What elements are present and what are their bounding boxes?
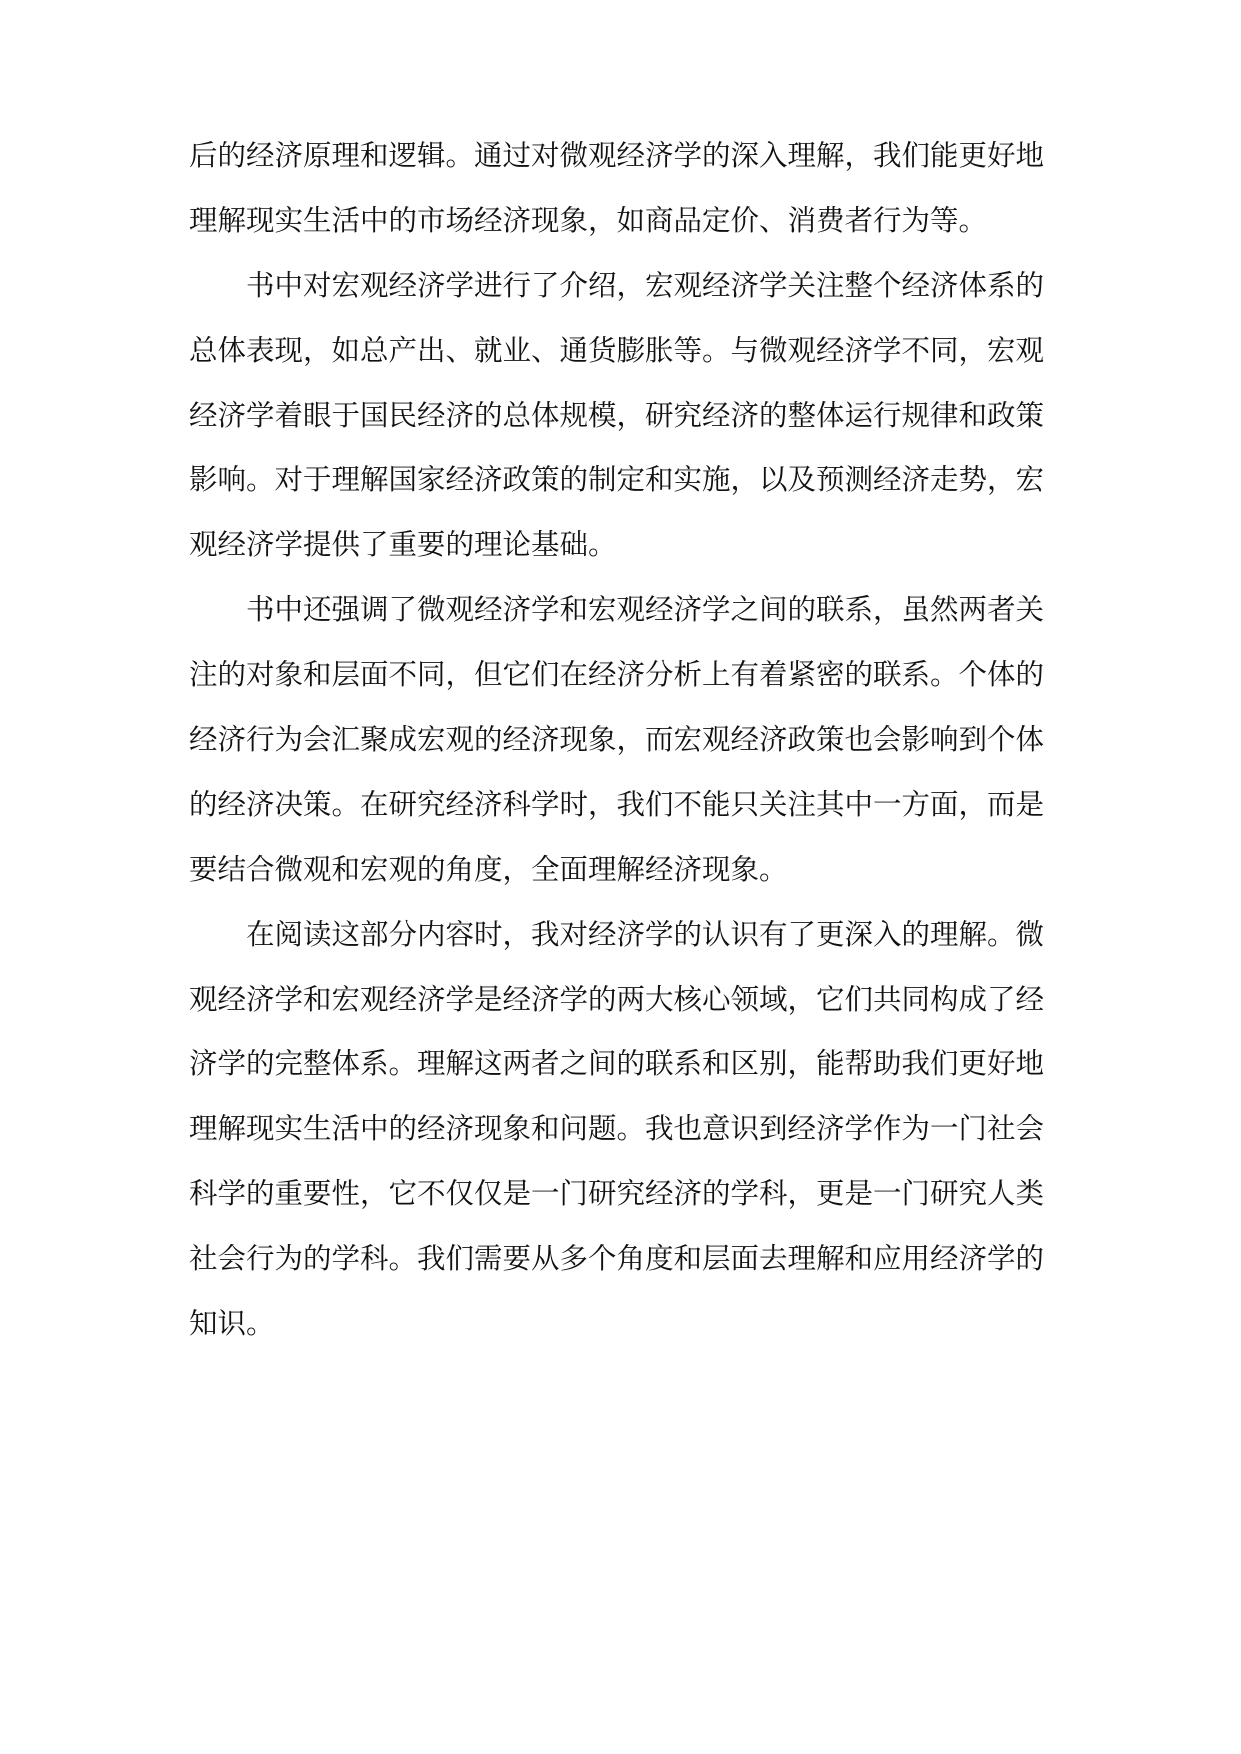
text-line: 科学的重要性，它不仅仅是一门研究经济的学科，更是一门研究人类	[189, 1177, 1045, 1211]
text-line: 观经济学和宏观经济学是经济学的两大核心领域，它们共同构成了经	[189, 982, 1045, 1016]
text-line: 经济行为会汇聚成宏观的经济现象，而宏观经济政策也会影响到个体	[189, 723, 1045, 757]
text-line: 要结合微观和宏观的角度，全面理解经济现象。	[189, 852, 788, 886]
text-line: 理解现实生活中的市场经济现象，如商品定价、消费者行为等。	[189, 203, 988, 237]
text-line: 在阅读这部分内容时，我对经济学的认识有了更深入的理解。微	[246, 917, 1045, 951]
paragraph-2	[189, 254, 1057, 578]
paragraph-4	[189, 903, 1057, 1357]
text-line: 理解现实生活中的经济现象和问题。我也意识到经济学作为一门社会	[189, 1112, 1045, 1146]
text-line: 观经济学提供了重要的理论基础。	[189, 528, 617, 562]
text-line: 书中还强调了微观经济学和宏观经济学之间的联系，虽然两者关	[246, 593, 1045, 627]
text-line: 总体表现，如总产出、就业、通货膨胀等。与微观经济学不同，宏观	[189, 333, 1045, 367]
paragraph-3	[189, 578, 1057, 902]
text-line: 影响。对于理解国家经济政策的制定和实施，以及预测经济走势，宏	[189, 463, 1045, 497]
paragraph-1	[189, 124, 1057, 254]
body-text	[189, 124, 1057, 1357]
text-line: 经济学着眼于国民经济的总体规模，研究经济的整体运行规律和政策	[189, 398, 1045, 432]
text-line: 注的对象和层面不同，但它们在经济分析上有着紧密的联系。个体的	[189, 658, 1045, 692]
text-line: 社会行为的学科。我们需要从多个角度和层面去理解和应用经济学的	[189, 1242, 1045, 1276]
text-line: 的经济决策。在研究经济科学时，我们不能只关注其中一方面，而是	[189, 787, 1045, 821]
text-line: 济学的完整体系。理解这两者之间的联系和区别，能帮助我们更好地	[189, 1047, 1045, 1081]
text-line: 知识。	[189, 1307, 275, 1341]
text-line: 书中对宏观经济学进行了介绍，宏观经济学关注整个经济体系的	[246, 268, 1045, 302]
text-line: 后的经济原理和逻辑。通过对微观经济学的深入理解，我们能更好地	[189, 139, 1045, 172]
